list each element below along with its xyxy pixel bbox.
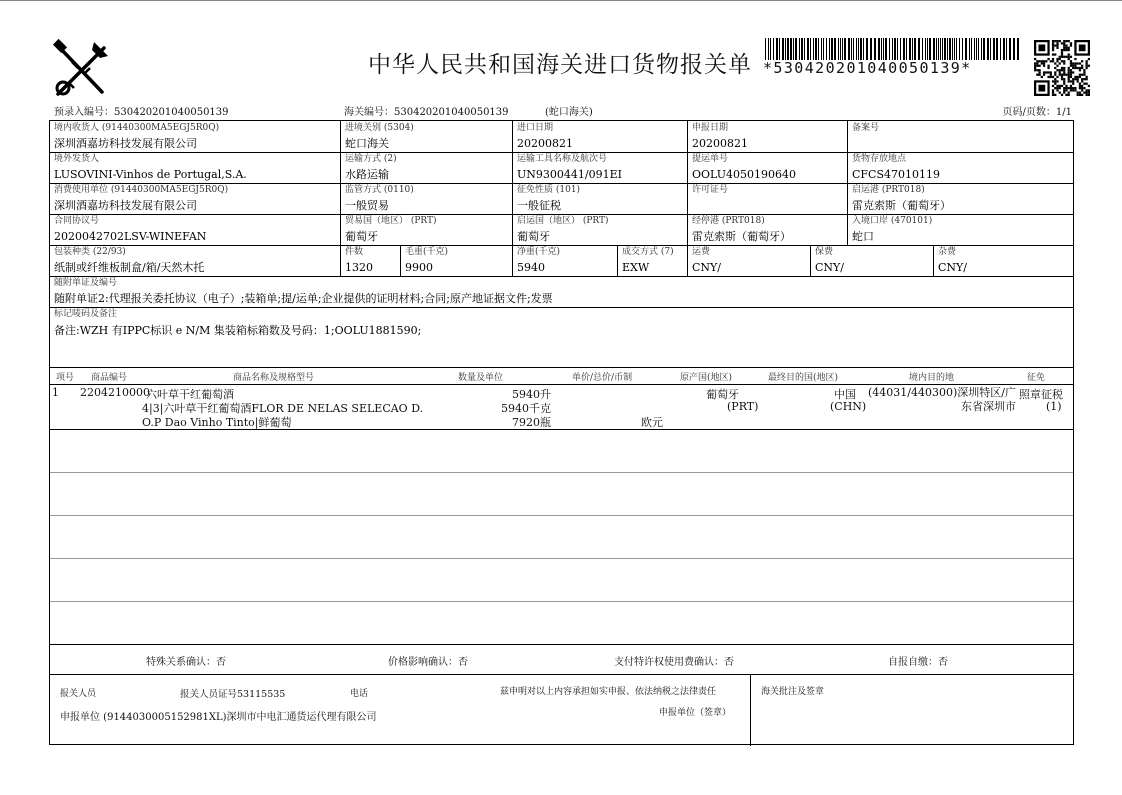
documents-label: 随附单证及编号 xyxy=(54,278,118,288)
top-divider xyxy=(0,0,1122,1)
transaction-label: 成交方式 (7) xyxy=(622,247,674,257)
item-qty-line-2: 5940千克 xyxy=(501,402,551,415)
self-declare-confirm: 自报自缴：否 xyxy=(888,657,948,668)
gross-weight-value: 9900 xyxy=(405,261,433,274)
pre-entry-number: 预录入编号：530420201040050139 xyxy=(54,107,229,118)
import-date-label: 进口日期 xyxy=(517,123,554,133)
insurance-value: CNY/ xyxy=(815,261,845,274)
customs-approval: 海关批注及签章 xyxy=(761,687,825,697)
freight-label: 运费 xyxy=(692,247,711,257)
customs-emblem-icon xyxy=(50,38,112,100)
broker-label: 报关人员 xyxy=(60,689,97,699)
item-name-line-1: 六叶草干红葡萄酒 xyxy=(146,388,234,401)
broker-cert: 报关人员证号53115535 xyxy=(180,689,286,700)
declare-date-label: 申报日期 xyxy=(692,123,729,133)
customs-number: 海关编号：530420201040050139 xyxy=(344,107,509,118)
item-origin-code: (PRT) xyxy=(727,400,759,413)
documents-value: 随附单证2:代理报关委托协议（电子）;装箱单;提/运单;企业提供的证明材料;合同;原产地证据文件;发票 xyxy=(54,292,553,305)
col-goods-name: 商品名称及规格型号 xyxy=(233,373,315,383)
document-title: 中华人民共和国海关进口货物报关单 xyxy=(368,52,752,78)
record-no-label: 备案号 xyxy=(852,123,880,133)
gross-weight-label: 毛重(千克) xyxy=(405,247,449,257)
trade-country-value: 葡萄牙 xyxy=(345,230,378,243)
barcode xyxy=(765,38,1023,60)
col-price: 单价/总价/币制 xyxy=(572,373,633,383)
col-goods-code: 商品编号 xyxy=(91,373,128,383)
col-domestic-destination: 境内目的地 xyxy=(909,373,955,383)
freight-value: CNY/ xyxy=(692,261,722,274)
contract-label: 合同协议号 xyxy=(54,216,100,226)
license-label: 许可证号 xyxy=(692,185,729,195)
trade-country-label: 贸易国（地区） (PRT) xyxy=(345,216,437,226)
misc-fee-label: 杂费 xyxy=(938,247,957,257)
insurance-label: 保费 xyxy=(815,247,834,257)
item-currency: 欧元 xyxy=(641,416,663,429)
transport-mode-value: 水路运输 xyxy=(345,168,389,181)
col-quantity: 数量及单位 xyxy=(458,373,504,383)
transit-port-value: 雷克索斯（葡萄牙） xyxy=(692,230,791,243)
pieces-label: 件数 xyxy=(345,247,364,257)
item-dest-country-code: (CHN) xyxy=(830,400,867,413)
declaration-statement: 兹申明对以上内容承担如实申报、依法纳税之法律责任 xyxy=(500,687,717,697)
special-relation-confirm: 特殊关系确认：否 xyxy=(146,657,226,668)
qr-code-icon xyxy=(1034,40,1090,96)
net-weight-value: 5940 xyxy=(517,261,545,274)
entry-port-label: 进境关别 (5304) xyxy=(345,123,414,133)
vessel-label: 运输工具名称及航次号 xyxy=(517,154,608,164)
transit-port-label: 经停港 (PRT018) xyxy=(692,216,765,226)
supervision-label: 监管方式 (0110) xyxy=(345,185,414,195)
item-code: 2204210000 xyxy=(80,386,150,399)
consignee-label: 境内收货人 (91440300MA5EGJ5R0Q) xyxy=(54,123,220,133)
misc-fee-value: CNY/ xyxy=(938,261,968,274)
barcode-text: *530420201040050139* xyxy=(763,59,972,77)
shipper-label: 境外发货人 xyxy=(54,154,100,164)
col-destination-country: 最终目的国(地区) xyxy=(768,373,839,383)
package-type-value: 纸制或纤维板制盒/箱/天然木托 xyxy=(54,261,205,274)
item-qty-line-3: 7920瓶 xyxy=(512,416,551,429)
departure-country-value: 葡萄牙 xyxy=(517,230,550,243)
transport-mode-label: 运输方式 (2) xyxy=(345,154,397,164)
item-domestic-destination: (44031/440300)深圳特区/广东省深圳市 xyxy=(868,386,1016,413)
item-name-line-3: O.P Dao Vinho Tinto|鲜葡萄 xyxy=(142,416,292,429)
entry-port-value: 蛇口海关 xyxy=(345,137,389,150)
pieces-value: 1320 xyxy=(345,261,373,274)
item-levy-code: (1) xyxy=(1046,400,1062,413)
marks-value: 备注:WZH 有IPPC标识 e N/M 集装箱标箱数及号码：1;OOLU1881590; xyxy=(54,324,422,337)
departure-country-label: 启运国（地区） (PRT) xyxy=(517,216,609,226)
col-levy: 征免 xyxy=(1027,373,1046,383)
declaration-form xyxy=(49,120,1074,745)
transaction-value: EXW xyxy=(622,261,650,274)
customs-office: (蛇口海关) xyxy=(545,107,593,118)
consumer-label: 消费使用单位 (91440300MA5EGJ5R0Q) xyxy=(54,185,229,195)
item-dest-country: 中国 xyxy=(834,388,856,401)
storage-label: 货物存放地点 xyxy=(852,154,907,164)
levy-nature-label: 征免性质 (101) xyxy=(517,185,581,195)
shipper-value: LUSOVINI-Vinhos de Portugal,S.A. xyxy=(54,168,247,181)
phone-label: 电话 xyxy=(350,689,369,699)
price-impact-confirm: 价格影响确认：否 xyxy=(388,657,468,668)
import-date-value: 20200821 xyxy=(517,137,573,150)
consumer-value: 深圳酒嘉坊科技发展有限公司 xyxy=(54,199,197,212)
departure-port-label: 启运港 (PRT018) xyxy=(852,185,925,195)
storage-value: CFCS47010119 xyxy=(852,168,940,181)
levy-nature-value: 一般征税 xyxy=(517,199,561,212)
net-weight-label: 净重(千克) xyxy=(517,247,561,257)
item-qty-line-1: 5940升 xyxy=(512,388,551,401)
declarer-seal: 申报单位（签章） xyxy=(659,708,732,718)
item-levy: 照章征税 xyxy=(1019,388,1063,401)
royalty-confirm: 支付特许权使用费确认：否 xyxy=(614,657,734,668)
bill-no-label: 提运单号 xyxy=(692,154,729,164)
col-origin: 原产国(地区) xyxy=(680,373,733,383)
contract-value: 2020042702LSV-WINEFAN xyxy=(54,230,207,243)
bill-no-value: OOLU4050190640 xyxy=(692,168,796,181)
item-name-line-2: 4|3|六叶草干红葡萄酒FLOR DE NELAS SELECAO D. xyxy=(142,402,424,415)
item-origin: 葡萄牙 xyxy=(706,388,739,401)
marks-label: 标记唛码及备注 xyxy=(54,309,118,319)
entry-point-value: 蛇口 xyxy=(852,230,874,243)
declarer-unit: 申报单位 (9144030005152981XL)深圳市中电汇通货运代理有限公司 xyxy=(60,712,377,723)
package-type-label: 包装种类 (22/93) xyxy=(54,247,126,257)
vessel-value: UN9300441/091EI xyxy=(517,168,622,181)
page-number: 页码/页数：1/1 xyxy=(1002,107,1072,118)
col-item-no: 项号 xyxy=(56,373,75,383)
item-no: 1 xyxy=(52,386,59,399)
declare-date-value: 20200821 xyxy=(692,137,748,150)
consignee-value: 深圳酒嘉坊科技发展有限公司 xyxy=(54,137,197,150)
supervision-value: 一般贸易 xyxy=(345,199,389,212)
departure-port-value: 雷克索斯（葡萄牙） xyxy=(852,199,951,212)
entry-point-label: 入境口岸 (470101) xyxy=(852,216,933,226)
